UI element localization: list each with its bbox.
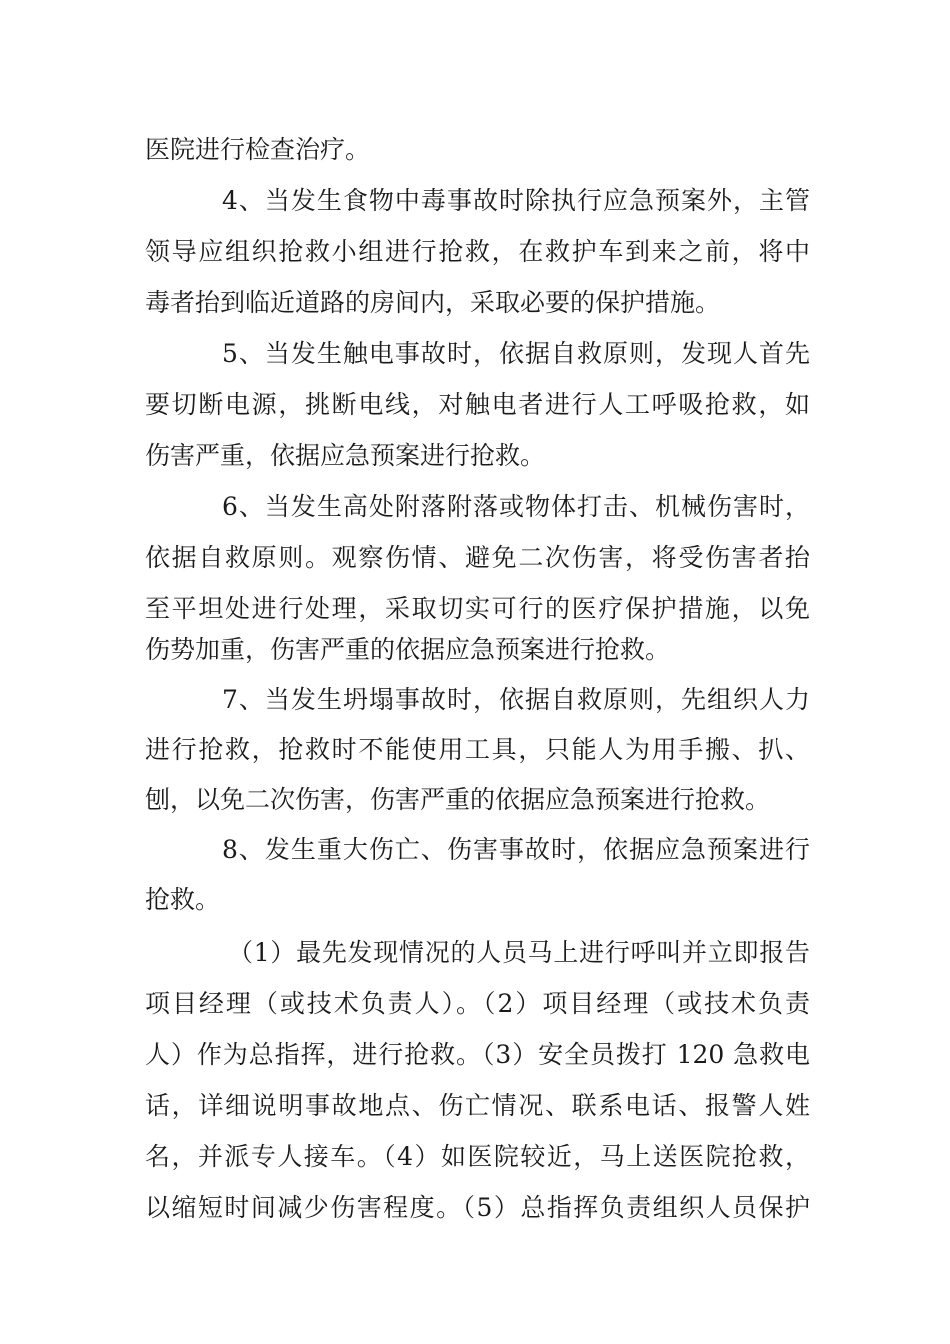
text-line: 伤势加重，伤害严重的依据应急预案进行抢救。 xyxy=(145,635,671,664)
paragraph-5-first-line: 5、当发生触电事故时，依据自救原则，发现人首先 xyxy=(222,339,810,368)
text-line: 医院进行检查治疗。 xyxy=(145,135,371,164)
paragraph-8-first-line: 8、发生重大伤亡、伤害事故时，依据应急预案进行 xyxy=(222,835,810,864)
text-line: 进行抢救，抢救时不能使用工具，只能人为用手搬、扒、 xyxy=(145,735,810,764)
text-line: 名，并派专人接车。（4）如医院较近，马上送医院抢救， xyxy=(145,1142,810,1171)
paragraph-6-first-line: 6、当发生高处附落附落或物体打击、机械伤害时， xyxy=(222,492,810,521)
text-line: 领导应组织抢救小组进行抢救，在救护车到来之前，将中 xyxy=(145,237,810,266)
paragraph-4-first-line: 4、当发生食物中毒事故时除执行应急预案外，主管 xyxy=(222,186,810,215)
text-line: 伤害严重，依据应急预案进行抢救。 xyxy=(145,441,546,470)
text-line: 依据自救原则。观察伤情、避免二次伤害，将受伤害者抬 xyxy=(145,543,810,572)
text-line: 项目经理（或技术负责人）。（2）项目经理（或技术负责 xyxy=(145,989,810,1018)
text-line: 刨，以免二次伤害，伤害严重的依据应急预案进行抢救。 xyxy=(145,785,771,814)
paragraph-7-first-line: 7、当发生坍塌事故时，依据自救原则，先组织人力 xyxy=(222,685,810,714)
text-line: 至平坦处进行处理，采取切实可行的医疗保护措施，以免 xyxy=(145,594,810,623)
text-line: 毒者抬到临近道路的房间内，采取必要的保护措施。 xyxy=(145,288,721,317)
sub-item-first-line: （1）最先发现情况的人员马上进行呼叫并立即报告 xyxy=(228,938,810,967)
text-line: 抢救。 xyxy=(145,885,221,914)
text-line: 要切断电源，挑断电线，对触电者进行人工呼吸抢救，如 xyxy=(145,390,810,419)
text-line: 话，详细说明事故地点、伤亡情况、联系电话、报警人姓 xyxy=(145,1091,810,1120)
text-line: 人）作为总指挥，进行抢救。（3）安全员拨打 120 急救电 xyxy=(145,1040,810,1069)
text-line: 以缩短时间减少伤害程度。（5）总指挥负责组织人员保护 xyxy=(145,1193,810,1222)
